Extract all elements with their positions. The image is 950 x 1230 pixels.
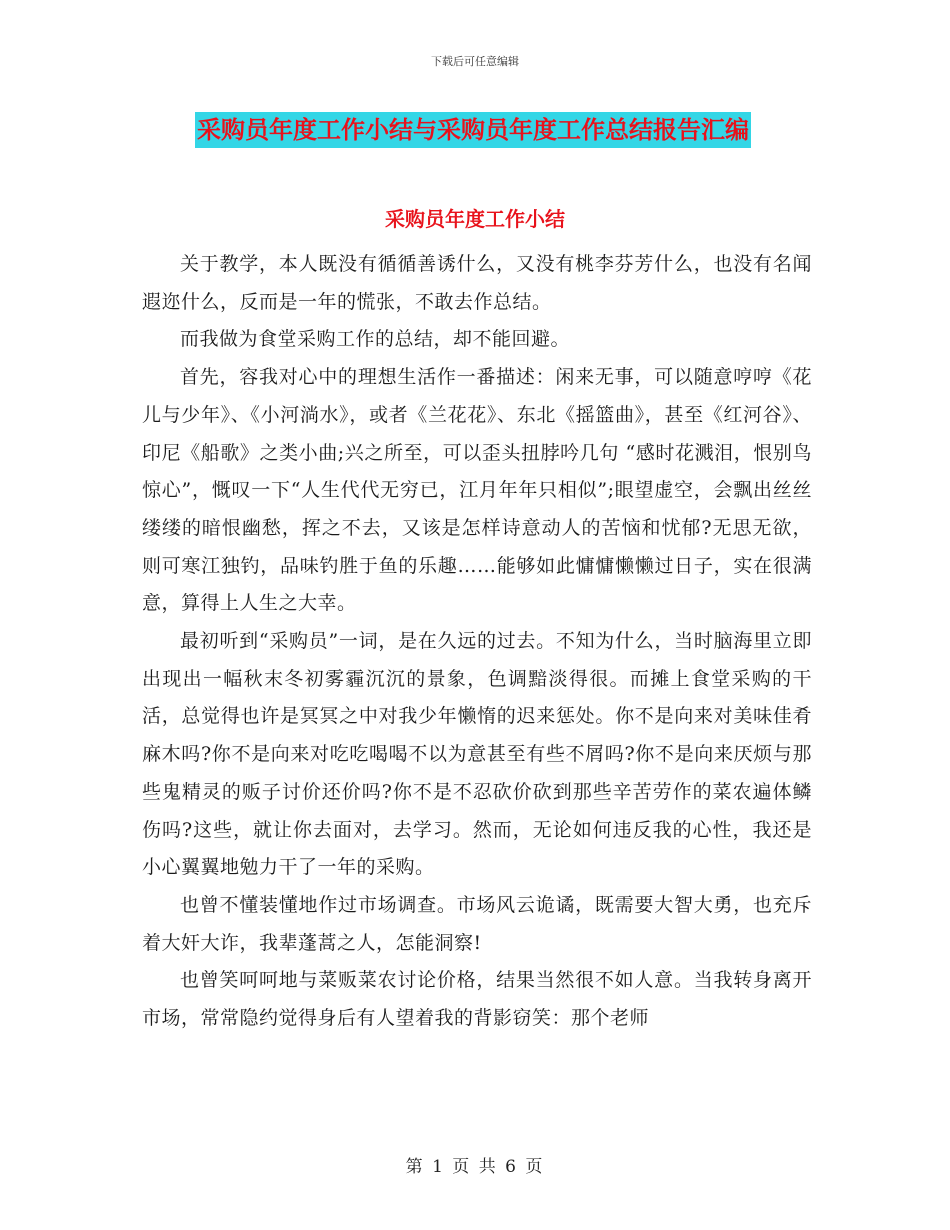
- paragraph: 而我做为食堂采购工作的总结，却不能回避。: [180, 328, 571, 351]
- paragraph: 首先，容我对心中的理想生活作一番描述：闲来无事，可以随意哼哼《花儿与少年》、《小河淌水》，或者《兰花花》、东北《摇篮曲》，甚至《红河谷》、印尼《船歌》之类小曲;兴之所至，可以歪头扭脖吟几句 “感时花溅泪，恨别鸟惊心”，慨叹一下“人生代代无穷已，江月年年只相似”;眼望虚空，会飘出丝丝缕缕的暗恨幽愁，挥之不去，又该是怎样诗意动人的苦恼和忧郁?无思无欲，则可寒江独钓，品味钓胜于鱼的乐趣……能够如此慵慵懒懒过日子，实在很满意，算得上人生之大幸。: [142, 366, 812, 615]
- document-title: 采购员年度工作小结与采购员年度工作总结报告汇编: [195, 112, 751, 148]
- paragraph: 也曾不懂装懂地作过市场调查。市场风云诡谲，既需要大智大勇，也充斥着大奸大诈，我辈蓬蒿之人，怎能洞察!: [142, 893, 812, 954]
- page-number: 第 1 页 共 6 页: [405, 1157, 545, 1177]
- paragraph: 最初听到“采购员”一词，是在久远的过去。不知为什么，当时脑海里立即出现出一幅秋末冬初雾霾沉沉的景象，色调黯淡得很。而摊上食堂采购的干活，总觉得也许是冥冥之中对我少年懒惰的迟来惩处。你不是向来对美味佳肴麻木吗?你不是向来对吃吃喝喝不以为意甚至有些不屑吗?你不是向来厌烦与那些鬼精灵的贩子讨价还价吗?你不是不忍砍价砍到那些辛苦劳作的菜农遍体鳞伤吗?这些，就让你去面对，去学习。然而，无论如何违反我的心性，我还是小心翼翼地勉力干了一年的采购。: [142, 630, 812, 879]
- paragraph: 关于教学，本人既没有循循善诱什么，又没有桃李芬芳什么，也没有名闻遐迩什么，反而是一年的慌张，不敢去作总结。: [142, 253, 812, 313]
- header-note: 下载后可任意编辑: [431, 55, 519, 68]
- document-body: [142, 246, 812, 1038]
- section-title: 采购员年度工作小结: [385, 207, 565, 231]
- paragraph: 也曾笑呵呵地与菜贩菜农讨论价格，结果当然很不如人意。当我转身离开市场，常常隐约觉得身后有人望着我的背影窃笑：那个老师: [142, 969, 812, 1030]
